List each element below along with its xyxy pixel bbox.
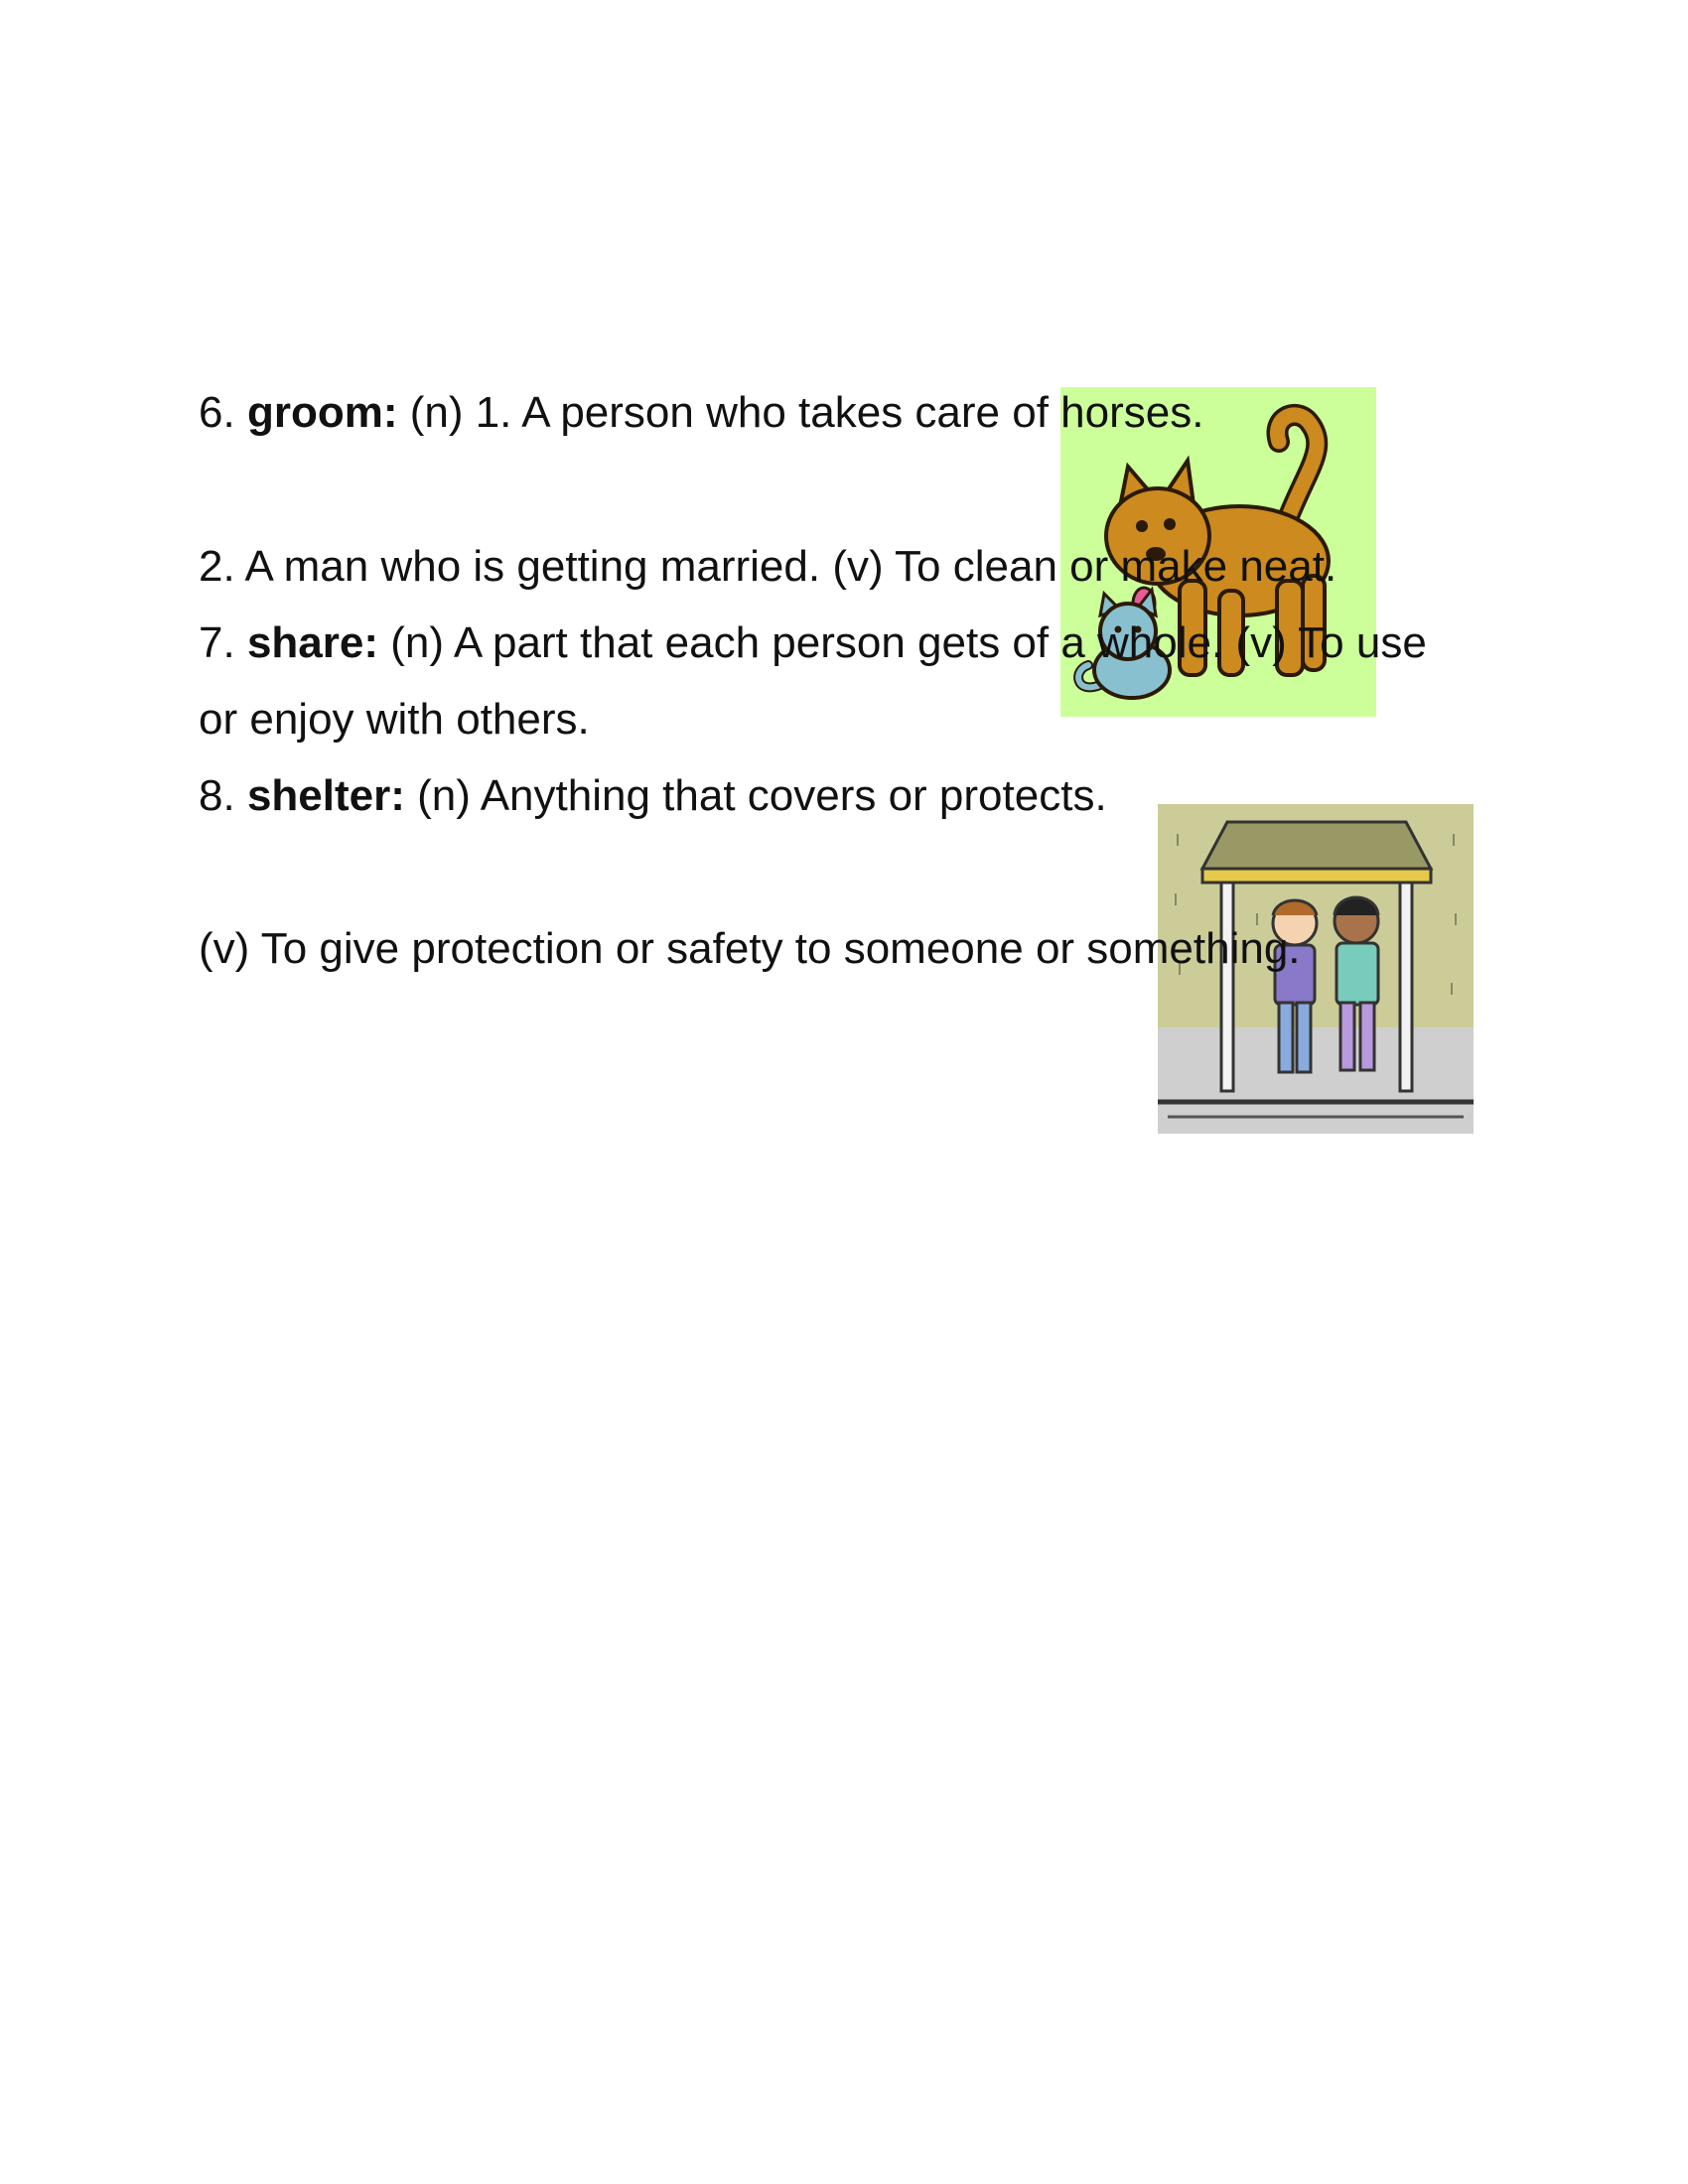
definition-text: or enjoy with others. (199, 695, 590, 744)
entry-number: 8. (199, 771, 235, 820)
term-shelter: shelter: (246, 771, 405, 820)
entry-number: 7. (199, 618, 235, 667)
entry-share-line-2 (199, 694, 590, 746)
entry-shelter-line-1 (199, 770, 1107, 822)
term-groom: groom: (246, 388, 398, 437)
term-share: share: (246, 618, 379, 667)
definition-text: (n) Anything that covers or protects. (417, 771, 1107, 820)
definition-text: (n) 1. A person who takes care of horses. (409, 388, 1204, 437)
definition-text: (n) A part that each person gets of a whole. (v) To use (390, 618, 1427, 667)
entry-groom-line-2 (199, 541, 1336, 593)
definition-text: 2. A man who is getting married. (v) To clean or make neat. (199, 542, 1337, 591)
entry-number: 6. (199, 388, 235, 437)
entry-shelter-line-2 (199, 923, 1301, 975)
entry-share-line-1 (199, 617, 1427, 669)
definition-text: (v) To give protection or safety to someone or something. (199, 924, 1301, 973)
entry-groom-line-1 (199, 387, 1203, 439)
